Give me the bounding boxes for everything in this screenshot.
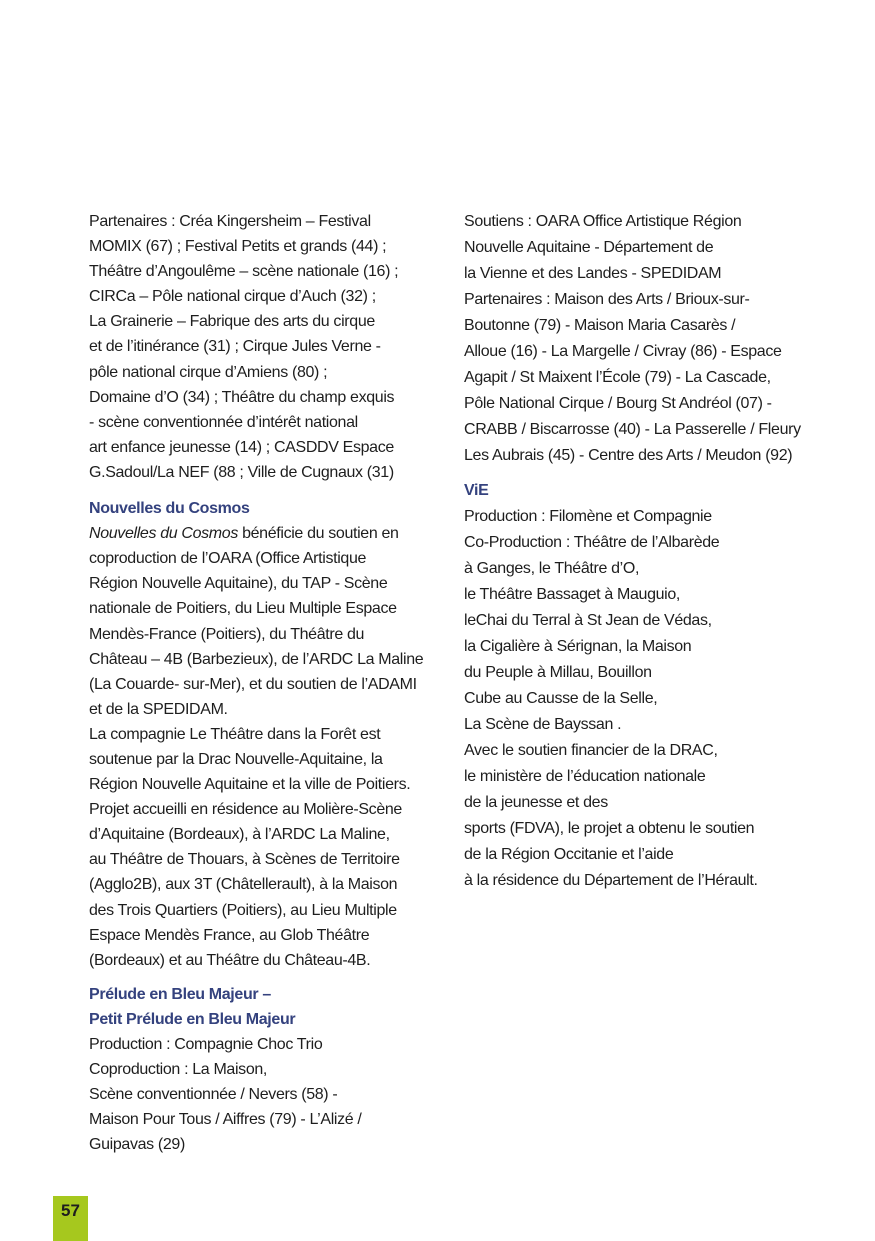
text-line: Production : Filomène et Compagnie bbox=[464, 508, 712, 525]
text-line: La Grainerie – Fabrique des arts du cirque bbox=[89, 313, 375, 331]
text-line: Guipavas (29) bbox=[89, 1136, 185, 1154]
text-line: Mendès-France (Poitiers), du Théâtre du bbox=[89, 625, 365, 643]
section-heading: Prélude en Bleu Majeur – bbox=[89, 985, 271, 1003]
text-line: Partenaires : Maison des Arts / Brioux-sur- bbox=[464, 291, 750, 308]
text-line: (La Couarde- sur-Mer), et du soutien de l’ADAMI bbox=[89, 675, 417, 693]
text-line: Château – 4B (Barbezieux), de l’ARDC La Maline bbox=[89, 650, 424, 668]
text-line: CRABB / Biscarrosse (40) - La Passerelle / Fleury bbox=[464, 421, 801, 438]
text-line: coproduction de l’OARA (Office Artistique bbox=[89, 550, 367, 568]
text-line: La Scène de Bayssan . bbox=[464, 716, 622, 733]
text-line: Soutiens : OARA Office Artistique Région bbox=[464, 213, 742, 230]
text-line: au Théâtre de Thouars, à Scènes de Territoire bbox=[89, 851, 400, 869]
text-line: Maison Pour Tous / Aiffres (79) - L’Alizé / bbox=[89, 1111, 362, 1129]
text-line: Avec le soutien financier de la DRAC, bbox=[464, 742, 718, 759]
text-line: d’Aquitaine (Bordeaux), à l’ARDC La Maline, bbox=[89, 826, 390, 844]
text-line: sports (FDVA), le projet a obtenu le soutien bbox=[464, 820, 755, 837]
text-line: MOMIX (67) ; Festival Petits et grands (44) ; bbox=[89, 238, 387, 256]
text-line: CIRCa – Pôle national cirque d’Auch (32) ; bbox=[89, 288, 376, 306]
text-line: et de la SPEDIDAM. bbox=[89, 700, 228, 718]
text-line: de la Région Occitanie et l’aide bbox=[464, 846, 674, 863]
text-line: Les Aubrais (45) - Centre des Arts / Meudon (92) bbox=[464, 447, 793, 464]
text-line: de la jeunesse et des bbox=[464, 794, 608, 811]
page-number-badge bbox=[53, 1196, 88, 1241]
support-block bbox=[464, 209, 834, 469]
text-line: Scène conventionnée / Nevers (58) - bbox=[89, 1086, 338, 1104]
text-line: le ministère de l’éducation nationale bbox=[464, 768, 706, 785]
text-line: pôle national cirque d’Amiens (80) ; bbox=[89, 363, 328, 381]
text-line: du Peuple à Millau, Bouillon bbox=[464, 664, 652, 681]
text-line: la Cigalière à Sérignan, la Maison bbox=[464, 638, 692, 655]
text-line: Projet accueilli en résidence au Molière-Scène bbox=[89, 801, 402, 819]
vie-section bbox=[464, 478, 834, 894]
text-line: et de l’itinérance (31) ; Cirque Jules Verne - bbox=[89, 338, 381, 356]
text-line: Boutonne (79) - Maison Maria Casarès / bbox=[464, 317, 736, 334]
text-line: à la résidence du Département de l’Hérault. bbox=[464, 872, 758, 889]
text-line: Théâtre d’Angoulême – scène nationale (16) ; bbox=[89, 263, 399, 281]
text-line: soutenue par la Drac Nouvelle-Aquitaine, la bbox=[89, 750, 383, 768]
text-line: art enfance jeunesse (14) ; CASDDV Espace bbox=[89, 438, 394, 456]
text-line: La compagnie Le Théâtre dans la Forêt est bbox=[89, 725, 381, 743]
section-heading: Nouvelles du Cosmos bbox=[89, 500, 250, 518]
text-line: Partenaires : Créa Kingersheim – Festival bbox=[89, 213, 371, 230]
prelude-section bbox=[89, 982, 449, 1158]
text-line: Agapit / St Maixent l’École (79) - La Cascade, bbox=[464, 369, 771, 386]
text-fragment: bénéficie du soutien en bbox=[237, 525, 399, 543]
text-line: - scène conventionnée d’intérêt national bbox=[89, 413, 358, 431]
right-column bbox=[464, 209, 834, 894]
text-line: Cube au Causse de la Selle, bbox=[464, 690, 658, 707]
page-number: 57 bbox=[61, 1201, 80, 1220]
left-column bbox=[89, 209, 449, 1157]
section-heading: Petit Prélude en Bleu Majeur bbox=[89, 1010, 296, 1028]
text-line: Région Nouvelle Aquitaine), du TAP - Scène bbox=[89, 575, 388, 593]
cosmos-section bbox=[89, 496, 449, 973]
text-line: Production : Compagnie Choc Trio bbox=[89, 1036, 323, 1053]
text-line: Co-Production : Théâtre de l’Albarède bbox=[464, 534, 720, 551]
text-line: le Théâtre Bassaget à Mauguio, bbox=[464, 586, 681, 603]
section-heading: ViE bbox=[464, 482, 489, 499]
text-line: (Bordeaux) et au Théâtre du Château-4B. bbox=[89, 951, 371, 969]
text-line: des Trois Quartiers (Poitiers), au Lieu Multiple bbox=[89, 901, 397, 919]
text-line: (Agglo2B), aux 3T (Châtellerault), à la Maison bbox=[89, 876, 398, 894]
text-line: Coproduction : La Maison, bbox=[89, 1061, 268, 1079]
text-line bbox=[89, 521, 449, 546]
text-line: à Ganges, le Théâtre d’O, bbox=[464, 560, 640, 577]
text-line: nationale de Poitiers, du Lieu Multiple Espace bbox=[89, 600, 397, 618]
text-line: Nouvelle Aquitaine - Département de bbox=[464, 239, 714, 256]
partners-block bbox=[89, 209, 449, 485]
italic-title: Nouvelles du Cosmos bbox=[89, 525, 238, 543]
text-line: Alloue (16) - La Margelle / Civray (86) - Espace bbox=[464, 343, 782, 360]
text-line: G.Sadoul/La NEF (88 ; Ville de Cugnaux (31) bbox=[89, 463, 394, 481]
text-line: Région Nouvelle Aquitaine et la ville de Poitiers. bbox=[89, 776, 411, 794]
text-line: leChai du Terral à St Jean de Védas, bbox=[464, 612, 712, 629]
text-line: Espace Mendès France, au Glob Théâtre bbox=[89, 926, 370, 944]
text-line: la Vienne et des Landes - SPEDIDAM bbox=[464, 265, 722, 282]
text-line: Domaine d’O (34) ; Théâtre du champ exquis bbox=[89, 388, 395, 406]
text-line: Pôle National Cirque / Bourg St Andréol (07) - bbox=[464, 395, 772, 412]
